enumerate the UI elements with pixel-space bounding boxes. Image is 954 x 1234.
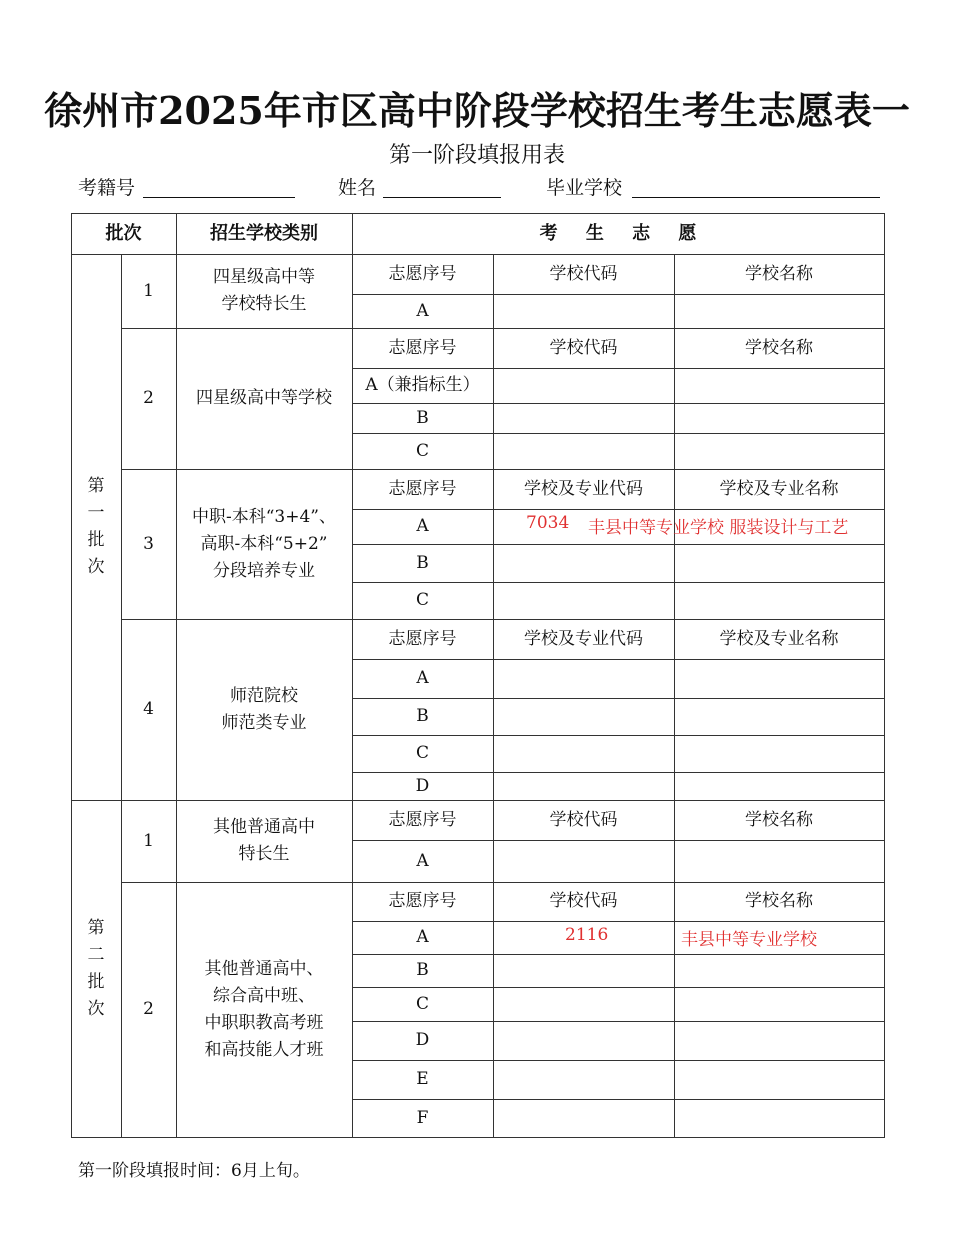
name-label: 姓名 bbox=[338, 177, 377, 199]
seq-label: A bbox=[416, 300, 429, 321]
seq-header: 志愿序号 bbox=[388, 891, 457, 911]
seq-label: D bbox=[415, 775, 430, 796]
batch2-char: 第 bbox=[87, 917, 105, 938]
category-line: 师范院校 bbox=[230, 685, 298, 706]
category-line: 特长生 bbox=[238, 844, 290, 864]
seq-label: A bbox=[416, 668, 429, 688]
batch2-char: 批 bbox=[87, 971, 105, 992]
seq-header: 志愿序号 bbox=[388, 809, 457, 830]
header-wish: 考 生 志 愿 bbox=[539, 223, 697, 244]
category-cell bbox=[176, 882, 352, 1137]
seq-label: A（兼指标生） bbox=[365, 375, 480, 395]
category-line: 其他普通高中、 bbox=[204, 958, 324, 979]
table-bottom-border bbox=[71, 1137, 885, 1138]
batch2-char: 二 bbox=[87, 944, 105, 965]
exam-no-label: 考籍号 bbox=[78, 177, 136, 199]
category-line: 其他普通高中 bbox=[213, 817, 315, 837]
row-no: 1 bbox=[143, 280, 154, 301]
seq-label: C bbox=[415, 590, 429, 610]
seq-label: C bbox=[415, 440, 429, 461]
category-cell bbox=[176, 800, 352, 882]
table-right-border bbox=[884, 213, 885, 1138]
seq-label: A bbox=[416, 850, 429, 871]
header-category: 招生学校类别 bbox=[210, 223, 318, 244]
code-header: 学校及专业代码 bbox=[524, 628, 643, 649]
seq-label: A bbox=[416, 927, 429, 947]
seq-label: B bbox=[416, 407, 429, 428]
category-line: 分段培养专业 bbox=[213, 560, 315, 581]
code-header: 学校及专业代码 bbox=[524, 478, 643, 499]
name-header: 学校及专业名称 bbox=[719, 628, 839, 649]
seq-header: 志愿序号 bbox=[388, 337, 457, 358]
category-line: 高职-本科“5+2” bbox=[200, 533, 328, 554]
seq-header: 志愿序号 bbox=[388, 628, 457, 649]
seq-label: F bbox=[416, 1107, 429, 1128]
category-cell bbox=[176, 619, 352, 800]
category-line: 中职职教高考班 bbox=[204, 1012, 324, 1033]
category-cell bbox=[176, 254, 352, 328]
seq-label: E bbox=[416, 1069, 429, 1089]
seq-label: A bbox=[416, 516, 429, 536]
category-cell bbox=[176, 469, 352, 619]
name-header: 学校名称 bbox=[745, 891, 813, 911]
seq-label: B bbox=[416, 706, 429, 726]
seq-label: C bbox=[415, 743, 429, 763]
seq-header: 志愿序号 bbox=[388, 478, 457, 499]
code-header: 学校代码 bbox=[549, 809, 618, 830]
category-line: 中职-本科“3+4”、 bbox=[191, 506, 336, 527]
filled-code[interactable]: 2116 bbox=[565, 925, 609, 945]
batch1-name bbox=[71, 254, 121, 800]
batch1-char: 一 bbox=[87, 503, 105, 523]
category-line: 学校特长生 bbox=[221, 294, 307, 314]
category-line: 四星级高中等 bbox=[213, 267, 315, 287]
seq-label: D bbox=[415, 1030, 430, 1050]
category-cell bbox=[176, 328, 352, 469]
school-label: 毕业学校 bbox=[546, 177, 623, 199]
row-no: 4 bbox=[143, 699, 154, 719]
batch1-char: 第 bbox=[87, 476, 105, 496]
name-header: 学校名称 bbox=[745, 337, 813, 358]
row-no: 3 bbox=[143, 533, 154, 554]
code-header: 学校代码 bbox=[549, 891, 618, 911]
name-header: 学校及专业名称 bbox=[719, 478, 839, 499]
batch2-name bbox=[71, 800, 121, 1137]
row-no: 2 bbox=[143, 999, 154, 1019]
filled-name[interactable]: 丰县中等专业学校 服装设计与工艺 bbox=[588, 518, 849, 538]
header-batch: 批次 bbox=[105, 223, 142, 244]
filled-name[interactable]: 丰县中等专业学校 bbox=[681, 930, 817, 950]
page-title: 徐州市2025年市区高中阶段学校招生考生志愿表一 bbox=[44, 88, 910, 133]
code-header: 学校代码 bbox=[549, 263, 618, 284]
name-header: 学校名称 bbox=[745, 263, 813, 284]
seq-label: B bbox=[416, 960, 429, 980]
page-subtitle: 第一阶段填报用表 bbox=[388, 143, 565, 168]
filled-code[interactable]: 7034 bbox=[526, 513, 570, 533]
batch2-char: 次 bbox=[87, 998, 105, 1019]
footer-note: 第一阶段填报时间：6月上旬。 bbox=[78, 1161, 310, 1181]
seq-divider bbox=[493, 254, 494, 1138]
name-field[interactable] bbox=[383, 197, 501, 198]
code-header: 学校代码 bbox=[549, 337, 618, 358]
category-line: 师范类专业 bbox=[221, 712, 307, 733]
batch1-char: 次 bbox=[87, 557, 105, 577]
name-header: 学校名称 bbox=[745, 809, 813, 830]
seq-label: B bbox=[416, 552, 429, 573]
batch1-char: 批 bbox=[87, 530, 105, 550]
category-line: 和高技能人才班 bbox=[204, 1039, 324, 1060]
row-no: 1 bbox=[143, 830, 154, 851]
seq-label: C bbox=[415, 993, 429, 1014]
seq-header: 志愿序号 bbox=[388, 263, 457, 284]
code-divider bbox=[674, 254, 675, 1138]
category-line: 四星级高中等学校 bbox=[196, 388, 332, 408]
school-field[interactable] bbox=[632, 197, 880, 198]
row-no: 2 bbox=[143, 388, 154, 408]
category-line: 综合高中班、 bbox=[213, 985, 315, 1006]
exam-no-field[interactable] bbox=[143, 197, 295, 198]
